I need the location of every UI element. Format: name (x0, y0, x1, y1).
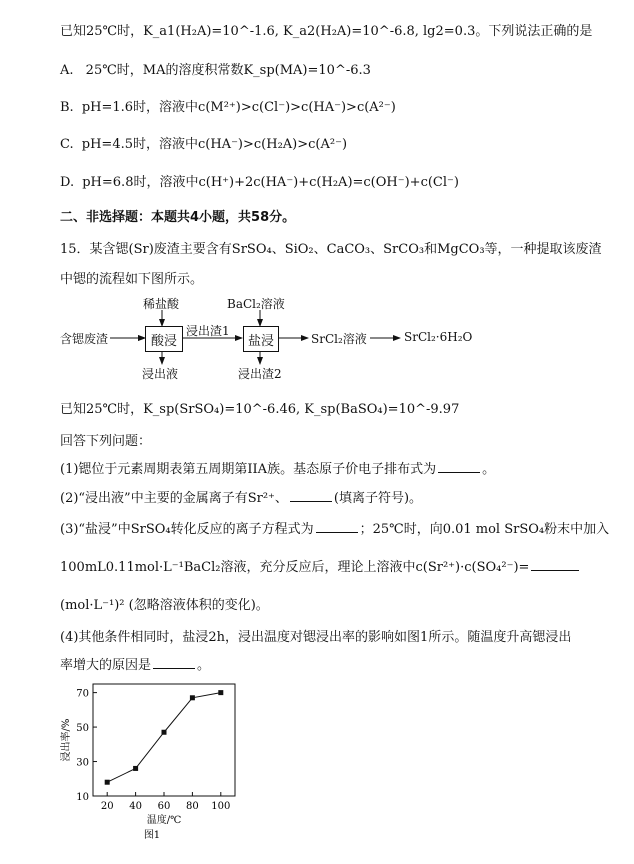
sub-question-text: (3)“盐浸”中SrSO₄转化反应的离子方程式为 (60, 522, 314, 537)
flow-reagent-1: 稀盐酸 (143, 297, 180, 311)
data-point (133, 766, 138, 771)
option-letter: A. (60, 63, 74, 78)
flow-step-label: 盐浸 (247, 333, 274, 349)
flow-intermediate: 浸出渣1 (186, 324, 230, 338)
y-tick-label: 50 (76, 723, 89, 735)
sub-question-text: (2)“浸出液”中主要的金属离子有Sr²⁺、 (60, 491, 288, 506)
leach-rate-chart (55, 678, 255, 858)
sub-question-3-cont (60, 556, 581, 575)
option-text: pH=1.6时，溶液中c(M²⁺)>c(Cl⁻)>c(HA⁻)>c(A²⁻) (81, 100, 396, 115)
period: 。 (197, 658, 211, 673)
option-letter: B. (60, 100, 74, 115)
answer-blank[interactable] (438, 472, 480, 473)
q15-intro-line2: 中锶的流程如下图所示。 (60, 272, 204, 287)
x-tick-label: 40 (129, 801, 142, 812)
option-c[interactable] (60, 133, 347, 152)
flow-step-salt-leach (243, 326, 279, 352)
series-line (107, 693, 221, 783)
data-point (162, 730, 167, 735)
y-tick-label: 30 (76, 757, 89, 769)
sub-question-2 (60, 487, 422, 506)
sub-question-text: 100mL0.11mol·L⁻¹BaCl₂溶液，充分反应后，理论上溶液中c(Sr²⁺)·c(SO₄²⁻)= (60, 560, 530, 575)
sub-question-3-units: (mol·L⁻¹)² (忽略溶液体积的变化)。 (60, 598, 269, 613)
data-point (218, 690, 223, 695)
x-tick-label: 100 (211, 801, 231, 812)
x-tick-label: 80 (186, 801, 199, 812)
flow-step-label: 酸浸 (150, 333, 177, 349)
option-text: pH=6.8时，溶液中c(H⁺)+2c(HA⁻)+c(H₂A)=c(OH⁻)+c(Cl⁻) (82, 175, 459, 190)
option-text: 25℃时，MA的溶度积常数K_sp(MA)=10^-6.3 (85, 63, 371, 78)
answer-prompt: 回答下列问题： (60, 434, 152, 449)
q15-given: 已知25℃时，K_sp(SrSO₄)=10^-6.46, K_sp(BaSO₄)=10^-9.97 (60, 402, 460, 417)
section-heading: 二、非选择题：本题共4小题，共58分。 (60, 210, 296, 225)
y-tick-label: 10 (76, 792, 89, 803)
x-tick-label: 20 (100, 801, 114, 812)
y-axis-label: 浸出率/% (61, 718, 72, 762)
flow-step-acid-leach (145, 326, 183, 352)
option-b[interactable] (60, 96, 396, 115)
data-point (105, 780, 110, 785)
answer-blank[interactable] (531, 570, 579, 571)
answer-blank[interactable] (290, 501, 332, 502)
flow-output-2: 浸出渣2 (238, 367, 282, 381)
option-a[interactable] (60, 59, 371, 78)
x-axis-label: 温度/℃ (146, 815, 182, 826)
sub-question-1 (60, 458, 495, 477)
x-tick-label: 60 (157, 801, 171, 812)
sub-question-4-cont (60, 654, 210, 673)
flow-diagram (0, 290, 634, 380)
flow-reagent-2: BaCl₂溶液 (227, 297, 285, 311)
sub-question-text: (填离子符号)。 (333, 491, 423, 506)
y-tick-label: 70 (76, 688, 89, 700)
data-point (190, 695, 195, 700)
option-d[interactable] (60, 171, 459, 190)
option-text: pH=4.5时，溶液中c(HA⁻)>c(H₂A)>c(A²⁻) (81, 137, 348, 152)
option-letter: C. (60, 137, 74, 152)
q14-stem: 已知25℃时，K_a1(H₂A)=10^-1.6, K_a2(H₂A)=10^-6.8, lg2=0.3。下列说法正确的是 (60, 24, 593, 39)
sub-question-text: 率增大的原因是 (60, 658, 152, 673)
flow-output-1: 浸出液 (142, 367, 179, 381)
period: 。 (482, 462, 496, 477)
sub-question-text: (1)锶位于元素周期表第五周期第IIA族。基态原子价电子排布式为 (60, 462, 437, 477)
q15-intro-line1: 15．某含锶(Sr)废渣主要含有SrSO₄、SiO₂、CaCO₃、SrCO₃和MgCO₃等，一种提取该废渣 (60, 242, 602, 257)
sub-question-4: (4)其他条件相同时，盐浸2h，浸出温度对锶浸出率的影响如图1所示。随温度升高锶浸出 (60, 630, 572, 645)
option-letter: D. (60, 175, 75, 190)
sub-question-text: ；25℃时，向0.01 mol SrSO₄粉末中加入 (359, 522, 610, 537)
answer-blank[interactable] (316, 532, 358, 533)
flow-product-1: SrCl₂溶液 (311, 332, 367, 346)
sub-question-3 (60, 518, 609, 537)
answer-blank[interactable] (153, 668, 195, 669)
flow-input: 含锶废渣 (60, 332, 109, 346)
figure-caption: 图1 (143, 830, 161, 841)
flow-product-2: SrCl₂·6H₂O (404, 330, 473, 344)
